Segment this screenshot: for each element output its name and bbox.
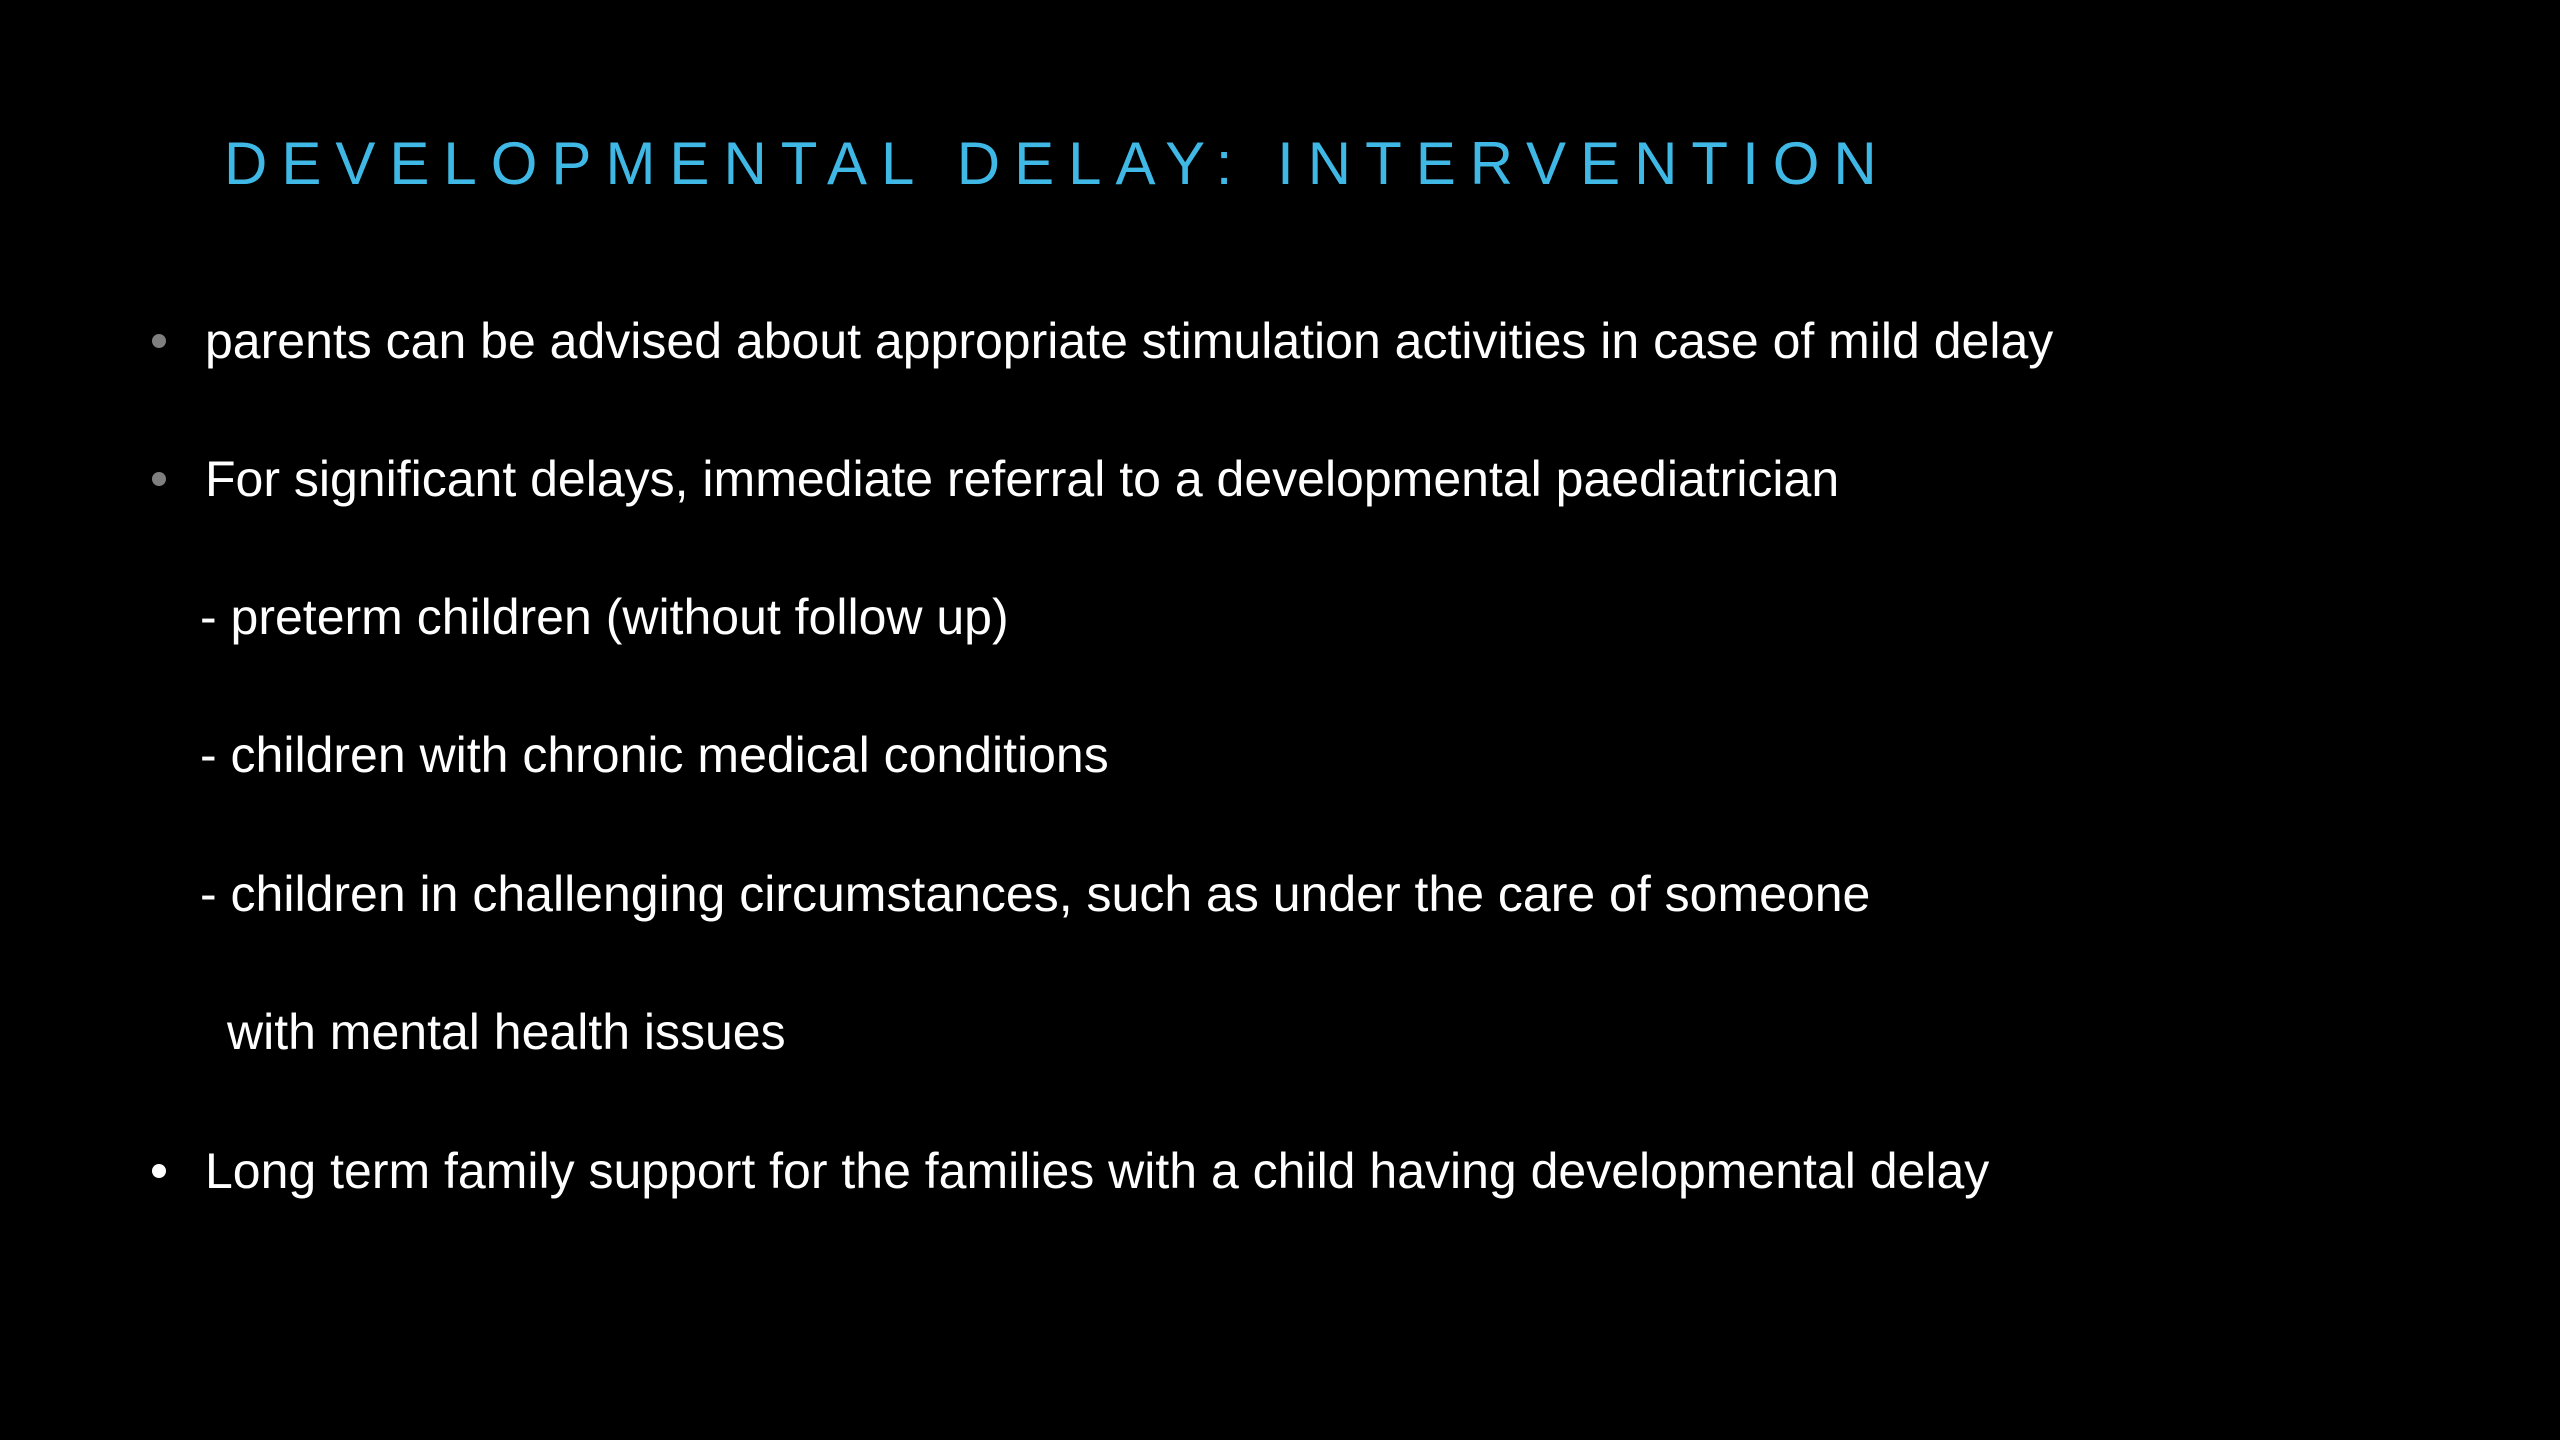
sub-item-chronic: - children with chronic medical conditions — [200, 727, 1109, 783]
bullet-item-referral: For significant delays, immediate referral to a developmental paediatrician — [205, 451, 1840, 507]
bullet-dot-icon — [152, 334, 166, 348]
sub-item-continuation: with mental health issues — [227, 1004, 786, 1060]
bullet-item-family-support: Long term family support for the families with a child having developmental delay — [205, 1143, 1990, 1199]
bullet-dot-icon — [152, 472, 166, 486]
bullet-item-stimulation: parents can be advised about appropriate stimulation activities in case of mild delay — [205, 313, 2054, 369]
sub-item-challenging: - children in challenging circumstances, such as under the care of someone — [200, 866, 1871, 922]
slide-title: DEVELOPMENTAL DELAY: INTERVENTION — [224, 130, 1891, 197]
bullet-dot-icon — [152, 1164, 166, 1178]
sub-item-preterm: - preterm children (without follow up) — [200, 589, 1009, 645]
